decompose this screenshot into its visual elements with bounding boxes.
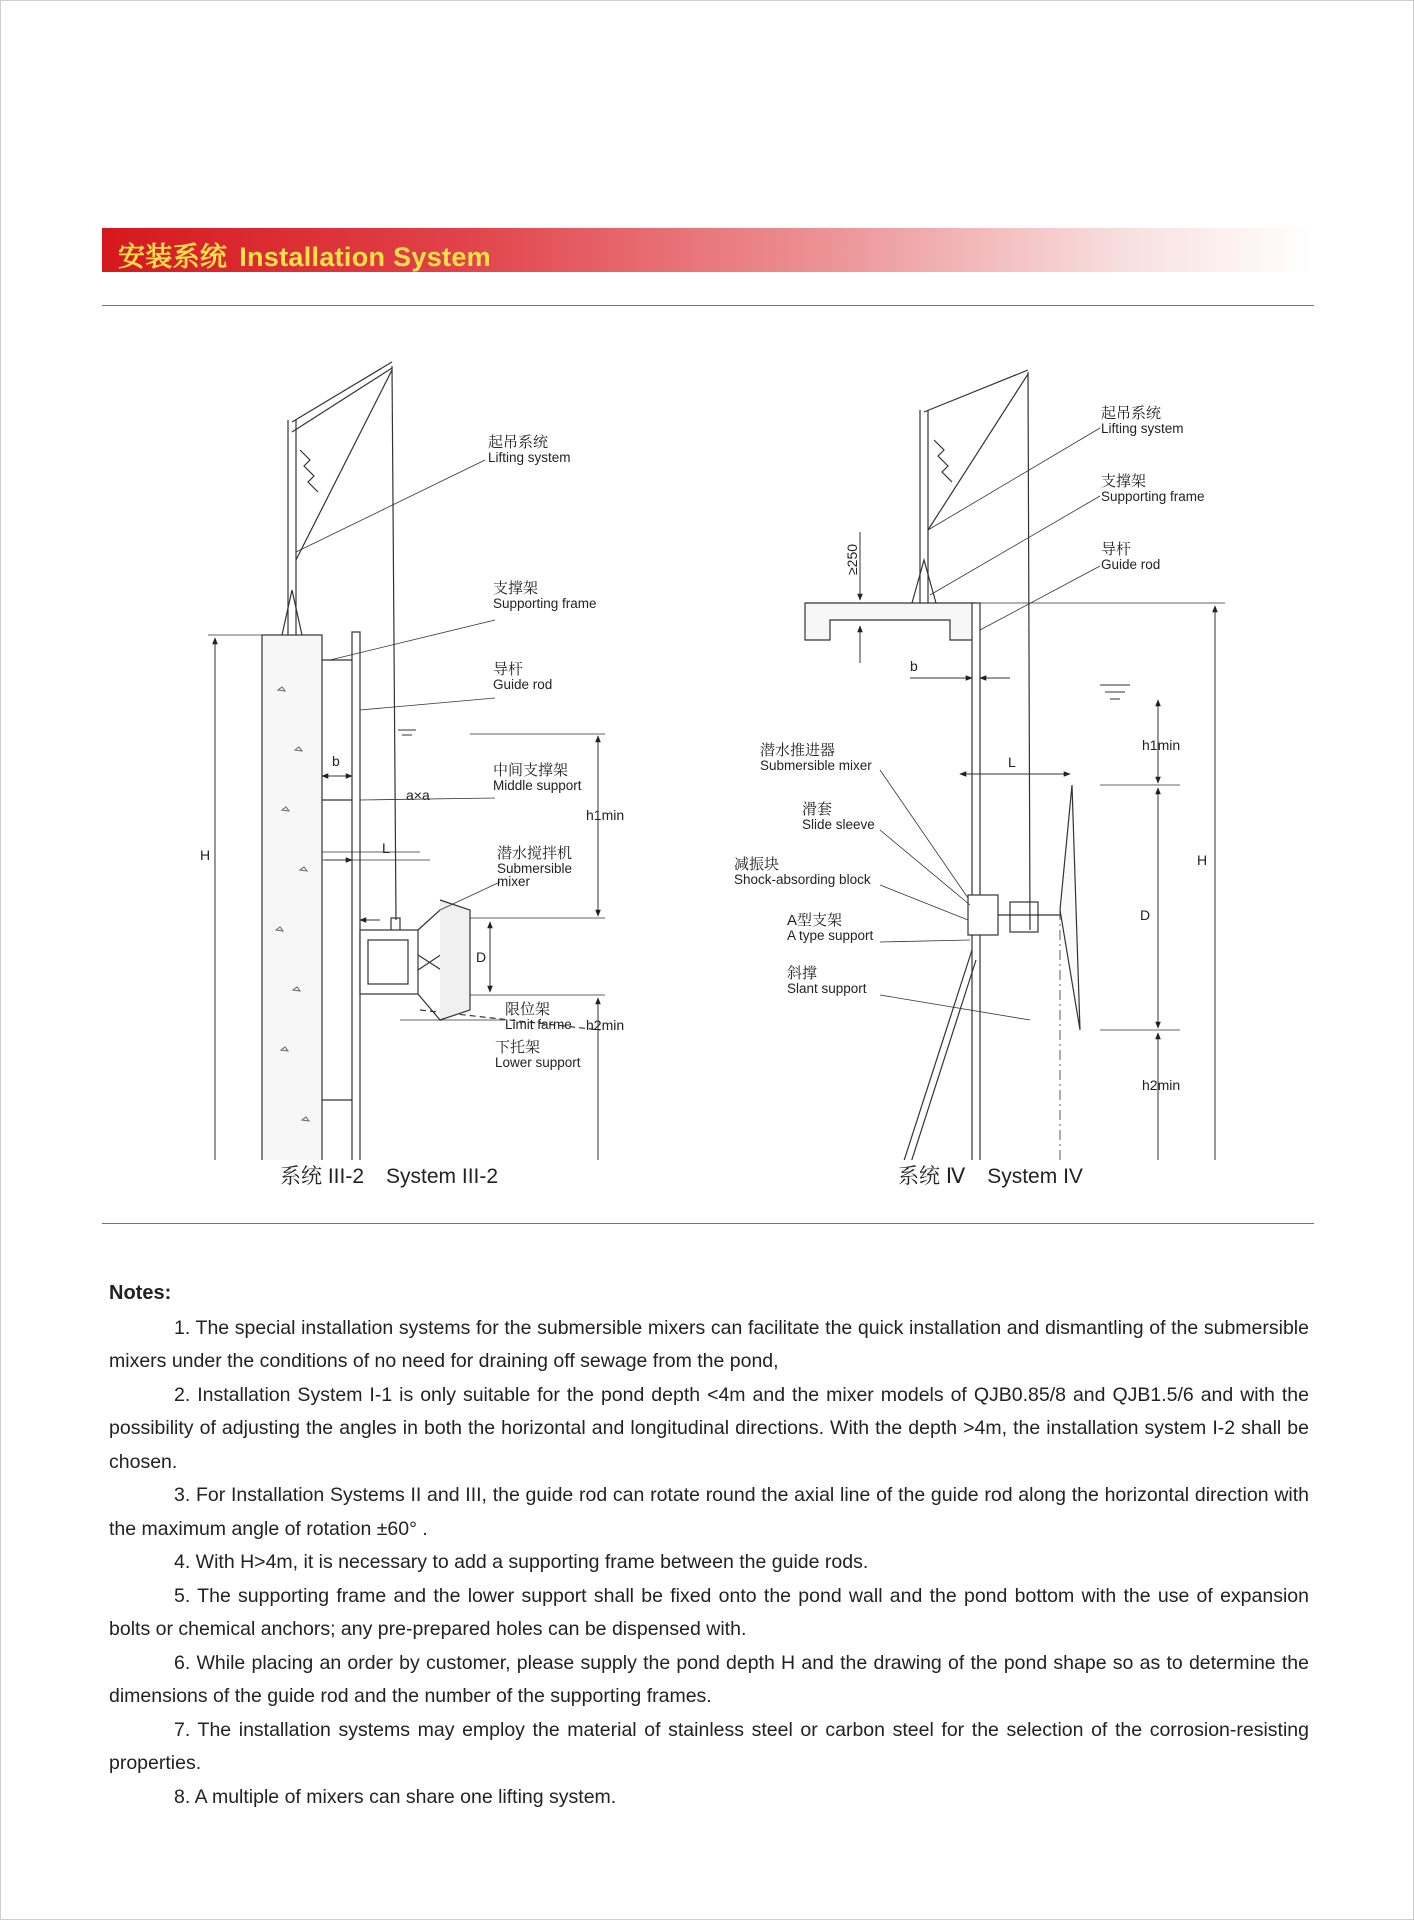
- note-item: 8. A multiple of mixers can share one lifting system.: [174, 1785, 617, 1808]
- right-labels: [734, 405, 1207, 1093]
- note-item: 7. The installation systems may employ the material of stainless steel or carbon steel for the selection of the corrosion-resisting properties.: [109, 1718, 1309, 1774]
- right-label-slant-zh: 斜撑: [787, 965, 818, 982]
- note-item: 3. For Installation Systems II and III, the guide rod can rotate round the axial line of the guide rod along the horizontal direction with the maximum angle of rotation ±60° .: [109, 1484, 1309, 1540]
- notes-section: [109, 1277, 1309, 1814]
- right-label-sleeve-zh: 滑套: [802, 801, 833, 818]
- middle-divider: [102, 1223, 1314, 1224]
- section-header: [102, 228, 1312, 272]
- right-dim-D: D: [1140, 907, 1151, 923]
- left-label-middle-en: Middle support: [493, 778, 582, 793]
- left-label-mixer-en2: mixer: [497, 874, 530, 889]
- caption-left-en: System III-2: [386, 1165, 499, 1188]
- left-label-frame-en: Supporting frame: [493, 596, 597, 611]
- caption-right-zh: 系统 Ⅳ: [898, 1165, 966, 1188]
- left-dim-b: b: [332, 753, 340, 769]
- right-label-shock-en: Shock-absording block: [734, 872, 871, 887]
- right-label-shock-zh: 减振块: [734, 856, 780, 873]
- section-title: [118, 235, 491, 274]
- left-label-rod-en: Guide rod: [493, 677, 553, 692]
- right-label-rod-zh: 导杆: [1101, 541, 1132, 558]
- left-dim-L: L: [382, 840, 390, 856]
- right-dim-H: H: [1197, 852, 1208, 868]
- notes-heading: Notes:: [109, 1282, 172, 1304]
- note-item: 5. The supporting frame and the lower support shall be fixed onto the pond wall and the pond bottom with the use of expansion bolts or chemical anchors; any pre-prepared holes can be dispensed with.: [109, 1584, 1309, 1640]
- right-dim-ge250: ≥250: [844, 543, 860, 575]
- caption-right-en: System IV: [987, 1165, 1083, 1188]
- left-label-middle-zh: 中间支撑架: [493, 762, 569, 779]
- left-dim-H: H: [200, 847, 211, 863]
- left-dim-h1: h1min: [586, 807, 625, 823]
- note-item: 1. The special installation systems for the submersible mixers can facilitate the quick installation and dismantling of the submersible mixers under the conditions of no need for draining off sewage from the pond,: [109, 1316, 1309, 1372]
- left-label-lifting-en: Lifting system: [488, 450, 571, 465]
- right-label-mixer-en: Submersible mixer: [760, 758, 872, 773]
- right-dim-h1: h1min: [1142, 737, 1181, 753]
- diagram-system-iii-2: [208, 362, 605, 1160]
- left-label-mixer-en1: Submersible: [497, 861, 573, 876]
- left-label-limit-en: Limit farme: [505, 1017, 572, 1032]
- left-label-lower-zh: 下托架: [495, 1039, 541, 1056]
- right-label-sleeve-en: Slide sleeve: [802, 817, 875, 832]
- caption-left-zh: 系统 III-2: [280, 1165, 365, 1188]
- left-dim-h2: h2min: [586, 1017, 625, 1033]
- right-label-frame-zh: 支撑架: [1101, 473, 1147, 490]
- caption-system-iii-2: [280, 1160, 498, 1190]
- left-label-limit-zh: 限位架: [505, 1001, 551, 1018]
- caption-system-iv: [898, 1160, 1083, 1190]
- right-label-rod-en: Guide rod: [1101, 557, 1161, 572]
- note-item: 4. With H>4m, it is necessary to add a supporting frame between the guide rods.: [174, 1551, 869, 1573]
- top-divider: [102, 305, 1314, 306]
- right-label-atype-en: A type support: [787, 928, 874, 943]
- note-item: 6. While placing an order by customer, please supply the pond depth H and the drawing of the pond shape so as to determine the dimensions of the guide rod and the number of the supporting frames.: [109, 1651, 1309, 1707]
- installation-diagrams: [0, 330, 1414, 1160]
- right-label-lifting-en: Lifting system: [1101, 421, 1184, 436]
- left-dim-D: D: [476, 949, 487, 965]
- note-item: 2. Installation System I-1 is only suitable for the pond depth <4m and the mixer models of QJB0.85/8 and QJB1.5/6 and with the possibility of adjusting the angles in both the horizontal and longitudinal directions. With the depth >4m, the installation system I-2 shall be chosen.: [109, 1383, 1309, 1473]
- left-label-mixer-zh: 潜水搅拌机: [497, 845, 573, 862]
- left-label-lower-en: Lower support: [495, 1055, 581, 1070]
- right-label-lifting-zh: 起吊系统: [1101, 405, 1162, 422]
- right-dim-L: L: [1008, 754, 1016, 770]
- left-label-rod-zh: 导杆: [493, 661, 524, 678]
- left-dim-axa: a×a: [406, 787, 430, 803]
- right-label-mixer-zh: 潜水推进器: [760, 742, 836, 759]
- left-label-lifting-zh: 起吊系统: [488, 434, 549, 451]
- right-label-frame-en: Supporting frame: [1101, 489, 1205, 504]
- left-label-frame-zh: 支撑架: [493, 580, 539, 597]
- section-title-en: Installation System: [239, 242, 491, 272]
- right-dim-b: b: [910, 658, 918, 674]
- right-label-slant-en: Slant support: [787, 981, 867, 996]
- right-dim-h2: h2min: [1142, 1077, 1181, 1093]
- section-title-zh: 安装系统: [118, 242, 228, 272]
- right-label-atype-zh: A型支架: [787, 912, 843, 929]
